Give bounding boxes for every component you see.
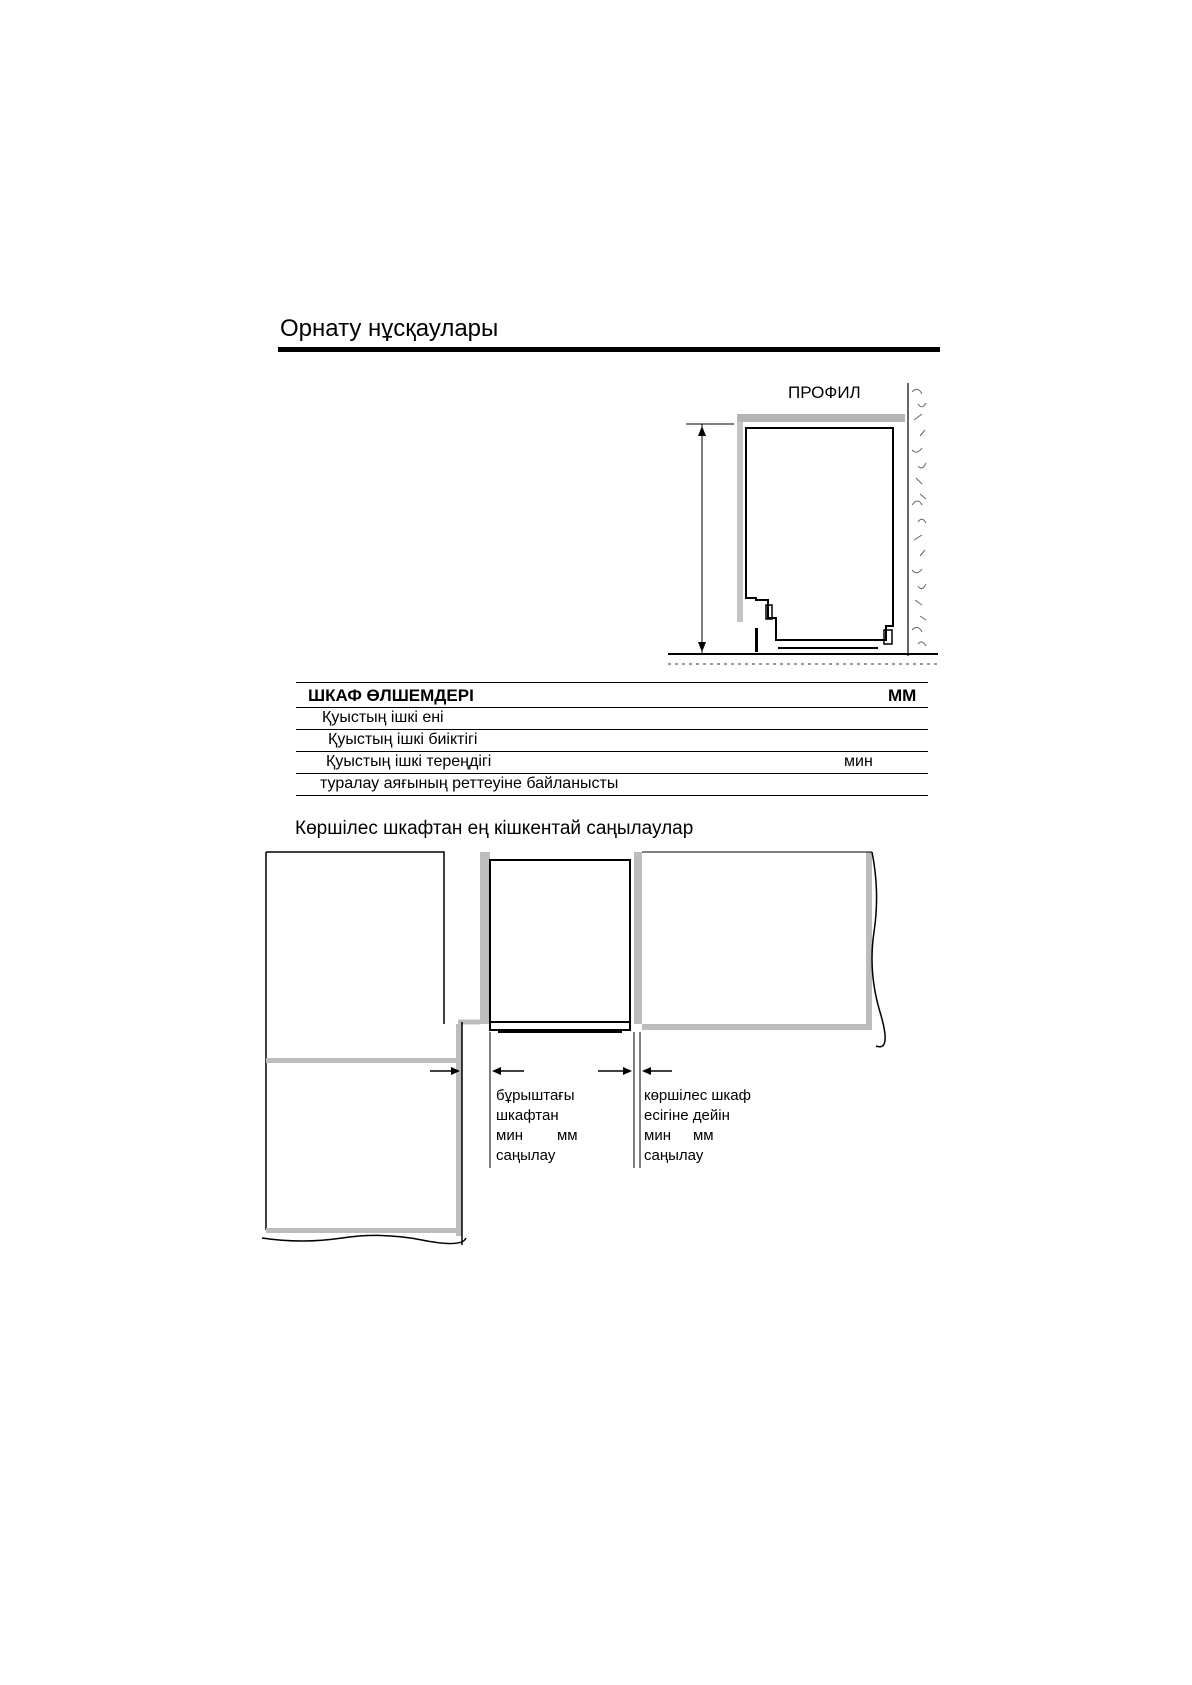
arrowhead	[642, 1067, 651, 1075]
note-line: есігіне дейін	[644, 1107, 730, 1124]
table-header-unit: ММ	[888, 686, 917, 705]
appliance-plan	[480, 852, 630, 1033]
note-line: саңылау	[496, 1147, 556, 1164]
table-header-label: ШКАФ ӨЛШЕМДЕРІ	[308, 686, 474, 705]
row-label: Қуыстың ішкі биіктігі	[328, 731, 478, 748]
clearance-title: Көршілес шкафтан ең кішкентай саңылаулар	[295, 818, 694, 839]
note-line: шкафтан	[496, 1107, 559, 1124]
mm-label: мм	[692, 1127, 714, 1144]
arrowhead	[492, 1067, 501, 1075]
arrowhead	[623, 1067, 632, 1075]
profile-label: ПРОФИЛ	[788, 383, 861, 402]
note-line	[644, 1126, 751, 1146]
row-value: мин	[844, 753, 873, 770]
page-title: Орнату нұсқаулары	[280, 315, 499, 342]
corner-cabinet	[262, 852, 480, 1245]
row-label: туралау аяғының реттеуіне байланысты	[320, 775, 619, 792]
min-label: мин	[644, 1127, 671, 1144]
min-label: мин	[496, 1127, 523, 1144]
neighbor-clearance-note	[644, 1086, 751, 1166]
note-line: көршілес шкаф	[644, 1087, 751, 1104]
note-line: саңылау	[644, 1147, 704, 1164]
note-line	[496, 1126, 578, 1146]
mm-label: мм	[556, 1127, 578, 1144]
row-label: Қуыстың ішкі тереңдігі	[326, 753, 492, 770]
neighbor-cabinet	[634, 852, 885, 1047]
row-label: Қуыстың ішкі ені	[322, 709, 444, 726]
note-line: бұрыштағы	[496, 1087, 575, 1104]
corner-clearance-note	[496, 1086, 578, 1166]
